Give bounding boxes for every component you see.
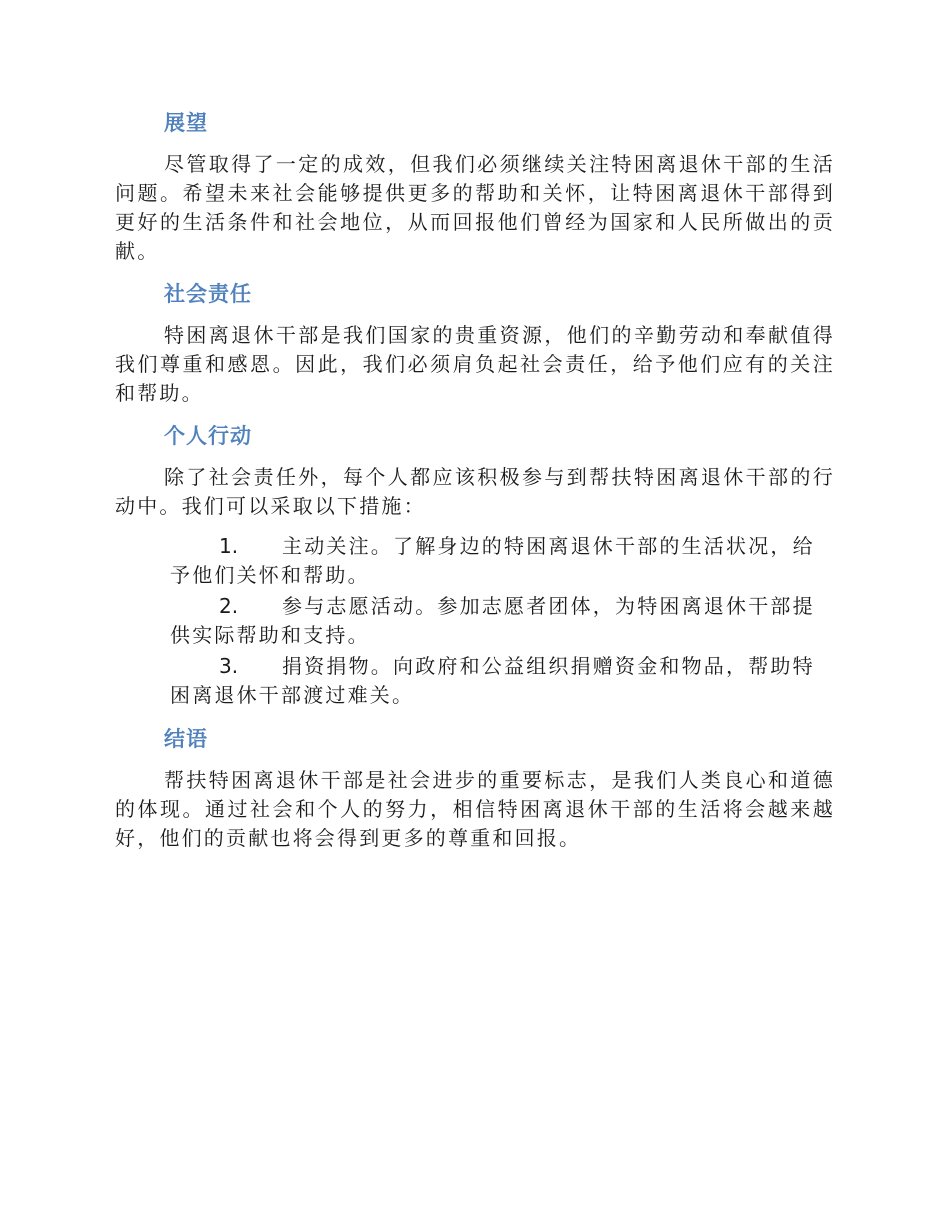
section-heading-personal-action: 个人行动 xyxy=(164,424,252,448)
list-item-text: 主动关注。了解身边的特困离退休干部的生活状况，给予他们关怀和帮助。 xyxy=(170,534,815,587)
list-item xyxy=(170,532,835,590)
list-item-number: 1. xyxy=(219,534,239,558)
list-item-text: 参与志愿活动。参加志愿者团体，为特困离退休干部提供实际帮助和支持。 xyxy=(170,594,815,647)
list-item-text: 捐资捐物。向政府和公益组织捐赠资金和物品，帮助特困离退休干部渡过难关。 xyxy=(170,654,815,707)
section-paragraph-social-responsibility: 特困离退休干部是我们国家的贵重资源，他们的辛勤劳动和奉献值得我们尊重和感恩。因此，我们必须肩负起社会责任，给予他们应有的关注和帮助。 xyxy=(115,323,835,405)
action-list xyxy=(170,532,835,710)
list-item-number: 2. xyxy=(219,594,239,618)
list-item-number: 3. xyxy=(219,654,239,678)
section-paragraph-conclusion: 帮扶特困离退休干部是社会进步的重要标志，是我们人类良心和道德的体现。通过社会和个人的努力，相信特困离退休干部的生活将会越来越好，他们的贡献也将会得到更多的尊重和回报。 xyxy=(115,768,835,850)
section-heading-social-responsibility: 社会责任 xyxy=(164,282,252,306)
section-heading-conclusion: 结语 xyxy=(164,727,208,751)
section-heading-outlook: 展望 xyxy=(164,111,208,135)
document-page xyxy=(115,108,835,866)
section-paragraph-personal-action: 除了社会责任外，每个人都应该积极参与到帮扶特困离退休干部的行动中。我们可以采取以下措施： xyxy=(115,465,835,518)
section-paragraph-outlook: 尽管取得了一定的成效，但我们必须继续关注特困离退休干部的生活问题。希望未来社会能够提供更多的帮助和关怀，让特困离退休干部得到更好的生活条件和社会地位，从而回报他们曾经为国家和人民所做出的贡献。 xyxy=(115,152,835,263)
list-item xyxy=(170,592,835,650)
list-item xyxy=(170,652,835,710)
